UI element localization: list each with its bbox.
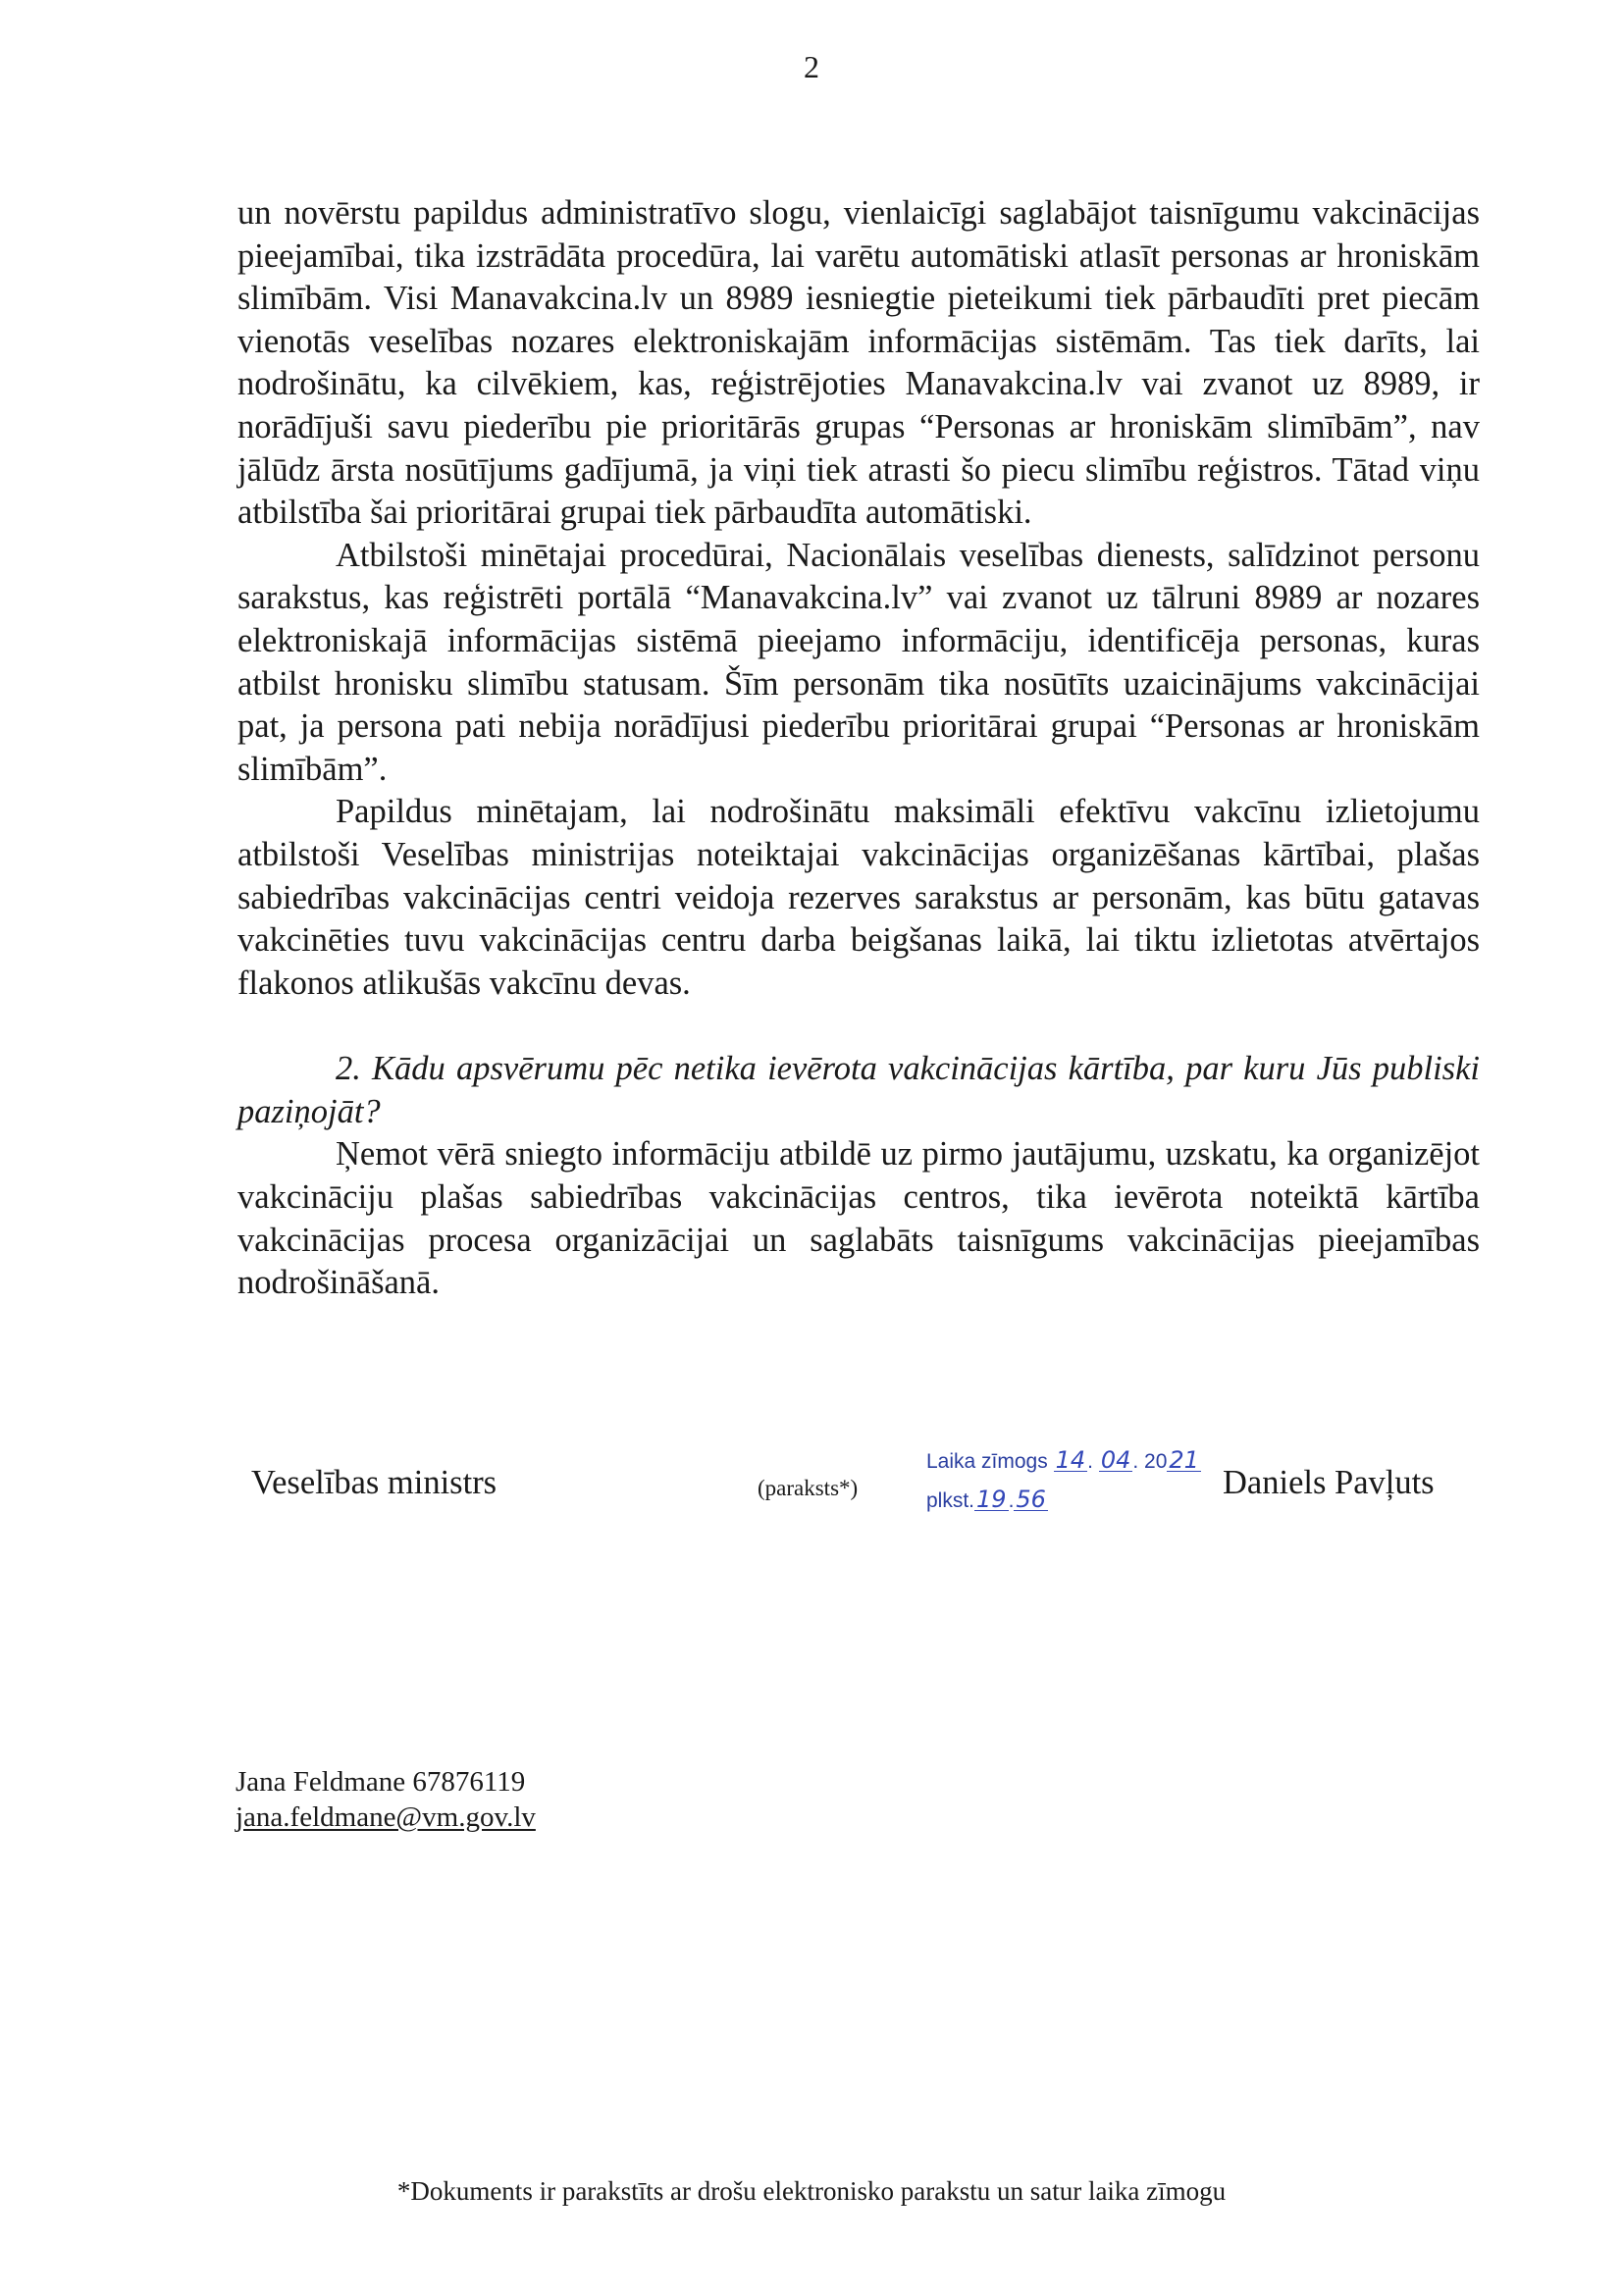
signature-note: (paraksts*): [758, 1476, 859, 1500]
timestamp-time-label: plkst.: [926, 1489, 975, 1512]
timestamp-sep1: .: [1087, 1450, 1093, 1473]
contact-email-link[interactable]: jana.feldmane@vm.gov.lv: [236, 1801, 536, 1833]
timestamp-time-sep: .: [1008, 1489, 1015, 1512]
paragraph-answer: Ņemot vērā sniegto informāciju atbildē uz pirmo jautājumu, uzskatu, ka organizējot vakcināciju plašas sabiedrības vakcinācijas centros, tika ievērota noteiktā kārtība vakcinācijas procesa organizācijai un saglabāts taisnīgums vakcinācijas pieejamības nodrošināšanā.: [237, 1135, 1480, 1302]
timestamp-date-row: [926, 1442, 1201, 1482]
timestamp-year-prefix: 20: [1144, 1450, 1168, 1473]
footnote: *Dokuments ir parakstīts ar drošu elektronisko parakstu un satur laika zīmogu: [396, 2176, 1227, 2206]
timestamp-month: 04: [1100, 1446, 1131, 1474]
timestamp-year-suffix: 21: [1169, 1446, 1199, 1474]
question-heading: 2. Kādu apsvērumu pēc netika ievērota vakcinācijas kārtība, par kuru Jūs publiski paziņojāt?: [237, 1050, 1480, 1130]
timestamp-hour: 19: [976, 1486, 1007, 1513]
paragraph-reserve-lists: Papildus minētajam, lai nodrošinātu maksimāli efektīvu vakcīnu izlietojumu atbilstoši Veselības ministrijas noteiktajai vakcinācijas organizēšanas kārtībai, plašas sabiedrības vakcinācijas centri veidoja rezerves sarakstus ar personām, kas būtu gatavas vakcinēties tuvu vakcinācijas centru darba beigšanas laikā, lai tiktu izlietotas atvērtajos flakonos atlikušās vakcīnu devas.: [237, 793, 1480, 1002]
signature-block: [0, 1442, 1623, 1540]
minister-name: Daniels Pavļuts: [1223, 1464, 1435, 1501]
contact-name-phone: Jana Feldmane 67876119: [236, 1766, 526, 1798]
document-body: [237, 192, 1480, 1305]
paragraph-continuation: un novērstu papildus administratīvo slogu, vienlaicīgi saglabājot taisnīgumu vakcinācijas pieejamībai, tika izstrādāta procedūra, lai varētu automātiski atlasīt personas ar hroniskām slimībām. Visi Manavakcina.lv un 8989 iesniegtie pieteikumi tiek pārbaudīti pret piecām vienotās veselības nozares elektroniskajām informācijas sistēmām. Tas tiek darīts, lai nodrošinātu, ka cilvēkiem, kas, reģistrējoties Manavakcina.lv vai zvanot uz 8989, ir norādījuši savu piederību pie prioritārās grupas “Personas ar hroniskām slimībām”, nav jālūdz ārsta nosūtījums gadījumā, ja viņi tiek atrasti šo piecu slimību reģistros. Tātad viņu atbilstība šai prioritārai grupai tiek pārbaudīta automātiski.: [237, 194, 1480, 532]
timestamp-day: 14: [1055, 1446, 1086, 1474]
minister-title: Veselības ministrs: [251, 1464, 497, 1501]
page-number: 2: [804, 49, 819, 84]
timestamp-stamp: [926, 1442, 1201, 1521]
contact-info: [236, 1764, 536, 1835]
timestamp-minute: 56: [1016, 1486, 1046, 1513]
timestamp-label: Laika zīmogs: [926, 1450, 1048, 1473]
paragraph-procedure: Atbilstoši minētajai procedūrai, Nacionālais veselības dienests, salīdzinot personu sarakstus, kas reģistrēti portālā “Manavakcina.lv” vai zvanot uz tālruni 8989 ar nozares elektroniskajā informācijas sistēmā pieejamo informāciju, identificēja personas, kuras atbilst hronisku slimību statusam. Šīm personām tika nosūtīts uzaicinājums vakcinācijai pat, ja persona pati nebija norādījusi piederību prioritārai grupai “Personas ar hroniskām slimībām”.: [237, 536, 1480, 788]
timestamp-time-row: [926, 1482, 1201, 1521]
timestamp-sep2: .: [1132, 1450, 1139, 1473]
